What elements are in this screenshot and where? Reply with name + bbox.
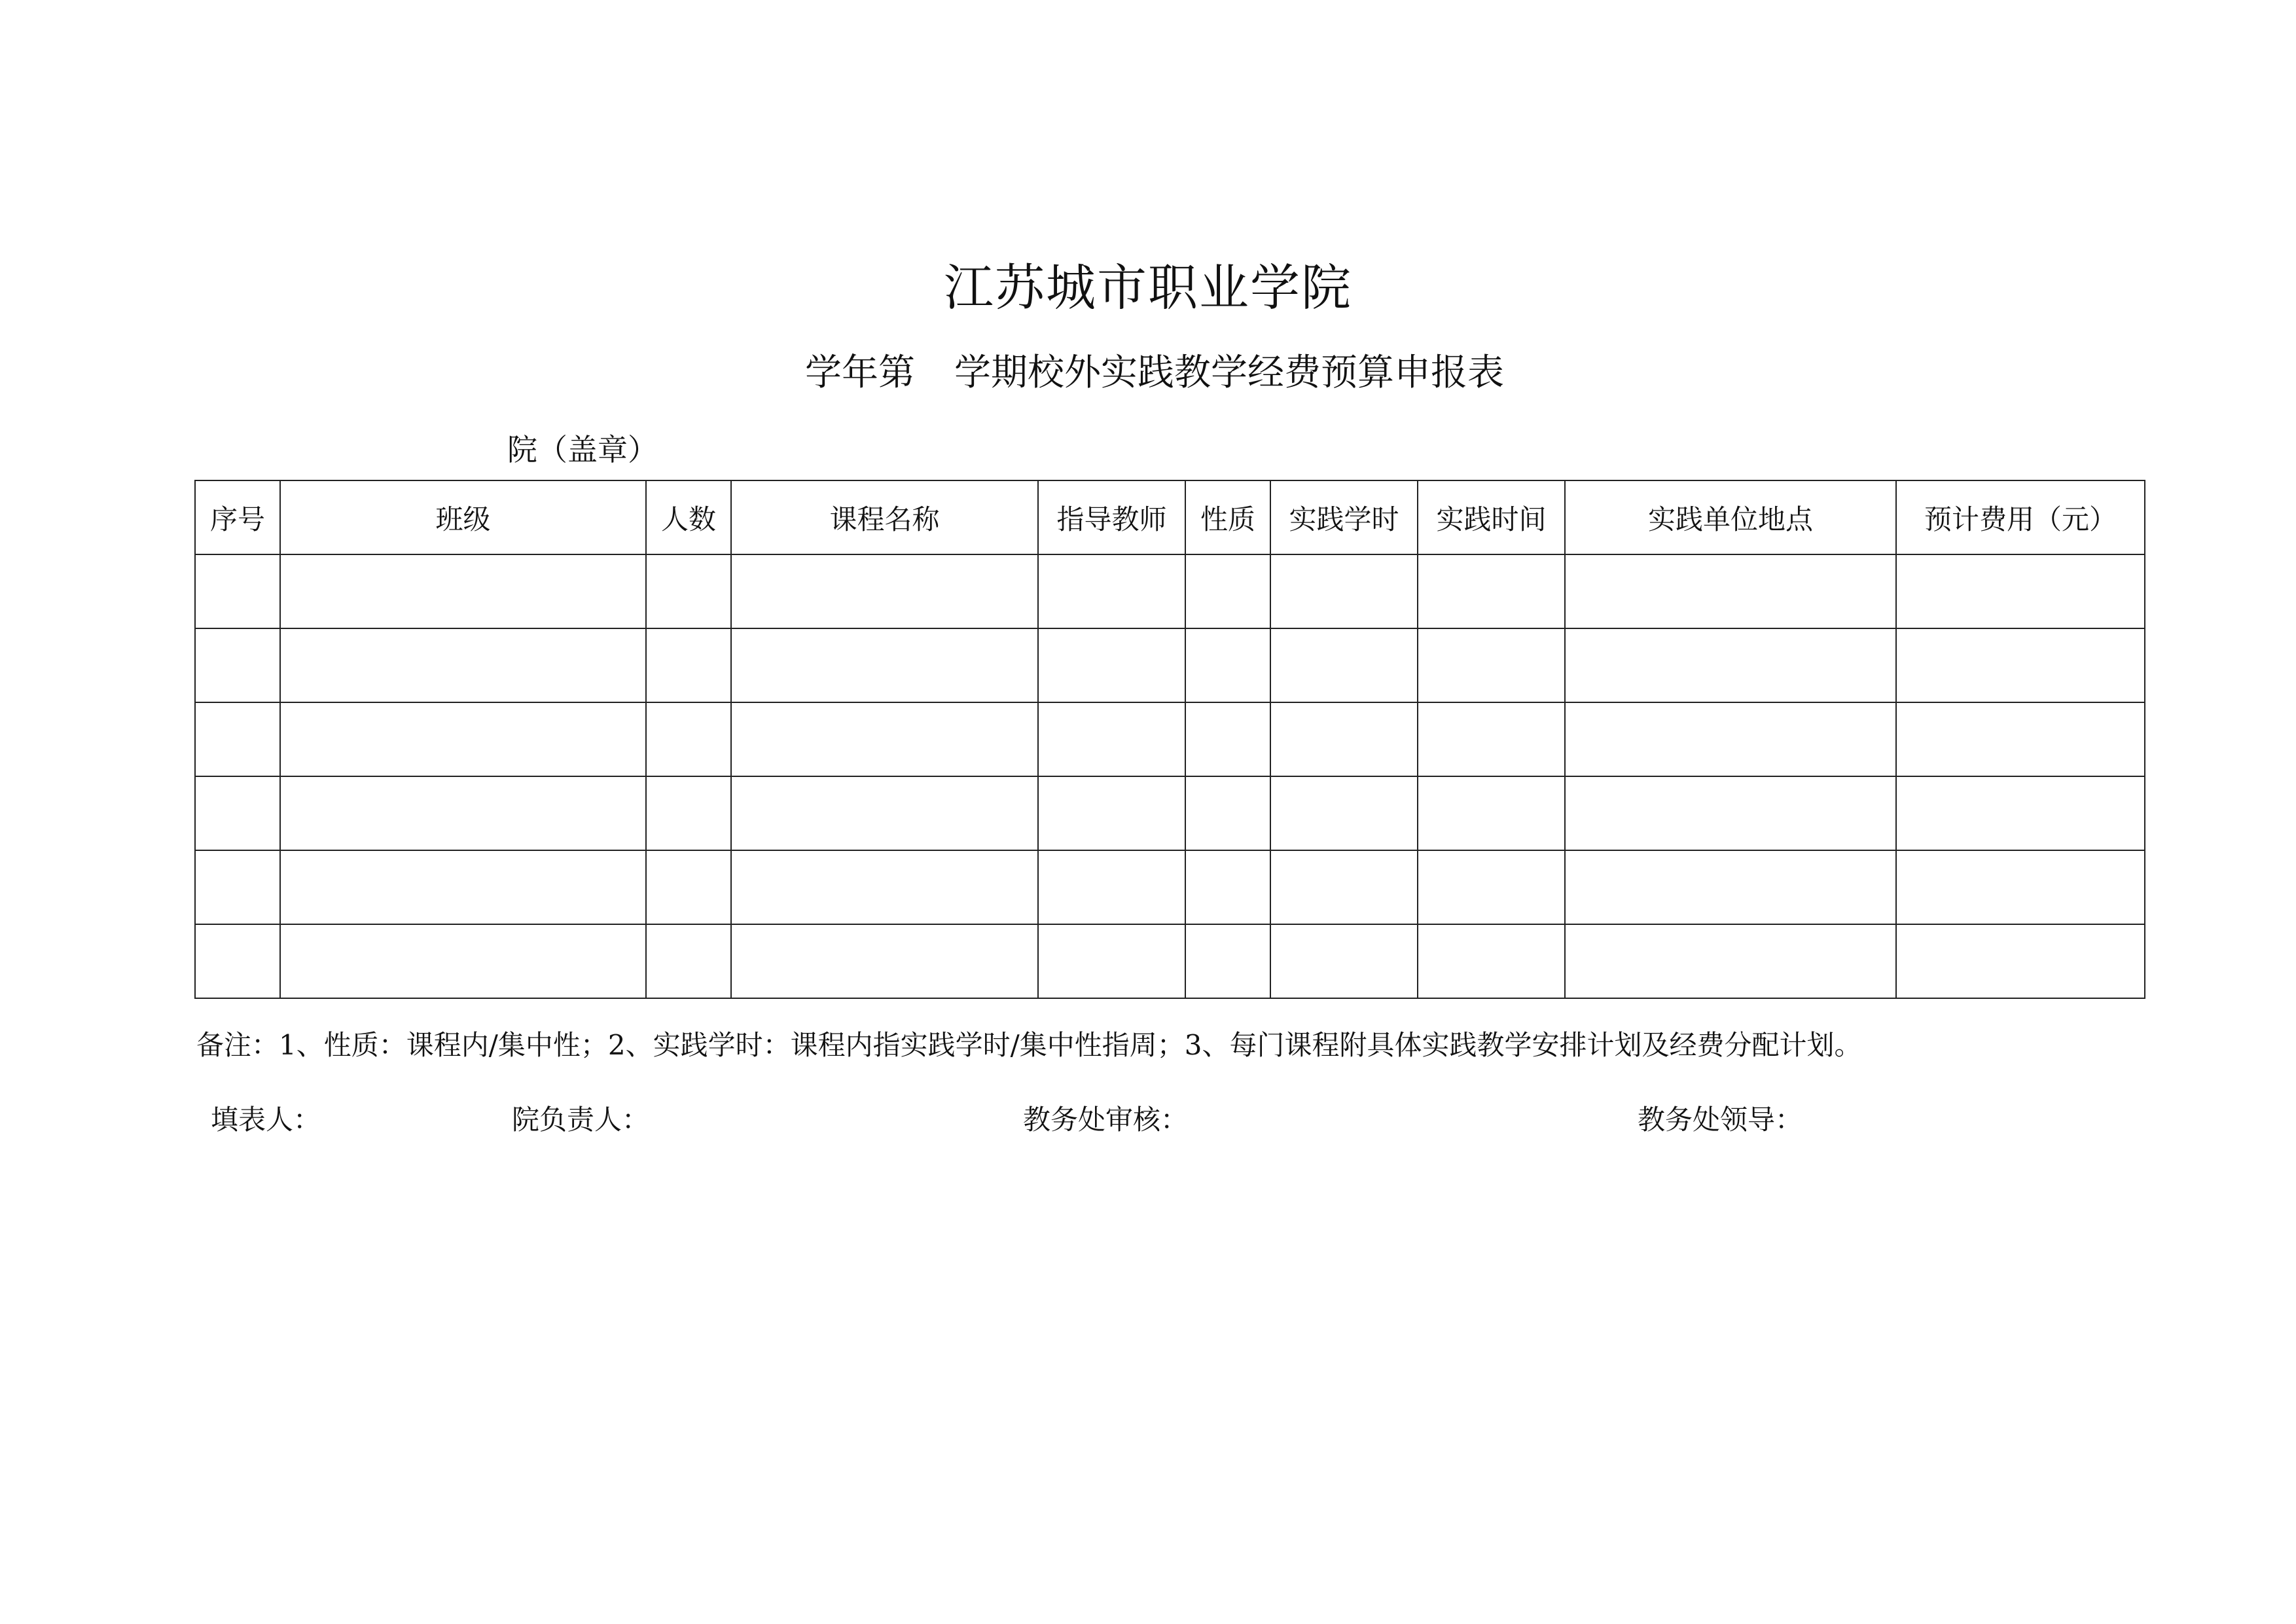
table-cell[interactable] — [731, 628, 1038, 702]
col-header-practice-hours: 实践学时 — [1270, 480, 1418, 554]
table-cell[interactable] — [731, 924, 1038, 998]
signature-filler-label: 填表人： — [211, 1104, 321, 1136]
table-cell[interactable] — [1270, 776, 1418, 850]
table-cell[interactable] — [1185, 776, 1270, 850]
col-header-type: 性质 — [1185, 480, 1270, 554]
table-cell[interactable] — [1896, 628, 2145, 702]
table-cell[interactable] — [1185, 628, 1270, 702]
table-cell[interactable] — [1418, 850, 1565, 924]
table-cell[interactable] — [646, 628, 731, 702]
table-cell[interactable] — [1896, 702, 2145, 776]
table-cell[interactable] — [280, 554, 646, 628]
table-cell[interactable] — [280, 702, 646, 776]
table-cell[interactable] — [1038, 628, 1185, 702]
table-cell[interactable] — [1185, 924, 1270, 998]
table-cell[interactable] — [195, 554, 280, 628]
signature-dept-head-label: 院负责人： — [512, 1104, 650, 1136]
table-cell[interactable] — [646, 850, 731, 924]
table-cell[interactable] — [1418, 702, 1565, 776]
table-cell[interactable] — [731, 702, 1038, 776]
table-cell[interactable] — [1038, 702, 1185, 776]
signature-academic-leader-label: 教务处领导： — [1638, 1104, 1803, 1136]
col-header-seq: 序号 — [195, 480, 280, 554]
col-header-instructor: 指导教师 — [1038, 480, 1185, 554]
col-header-class: 班级 — [280, 480, 646, 554]
table-cell[interactable] — [1270, 924, 1418, 998]
table-cell[interactable] — [1270, 702, 1418, 776]
col-header-practice-time: 实践时间 — [1418, 480, 1565, 554]
col-header-course: 课程名称 — [731, 480, 1038, 554]
table-row — [195, 850, 2145, 924]
table-cell[interactable] — [280, 628, 646, 702]
table-cell[interactable] — [1418, 554, 1565, 628]
table-cell[interactable] — [1270, 850, 1418, 924]
table-cell[interactable] — [1565, 628, 1896, 702]
table-cell[interactable] — [1038, 850, 1185, 924]
table-cell[interactable] — [1896, 850, 2145, 924]
table-cell[interactable] — [731, 850, 1038, 924]
table-cell[interactable] — [646, 554, 731, 628]
table-cell[interactable] — [1185, 554, 1270, 628]
table-cell[interactable] — [1565, 776, 1896, 850]
table-cell[interactable] — [1418, 628, 1565, 702]
table-row — [195, 776, 2145, 850]
table-cell[interactable] — [280, 850, 646, 924]
table-cell[interactable] — [280, 924, 646, 998]
table-cell[interactable] — [1270, 554, 1418, 628]
table-cell[interactable] — [646, 776, 731, 850]
form-subtitle — [805, 347, 1504, 399]
table-cell[interactable] — [195, 850, 280, 924]
table-cell[interactable] — [1038, 924, 1185, 998]
table-cell[interactable] — [1185, 702, 1270, 776]
table-cell[interactable] — [1565, 850, 1896, 924]
table-cell[interactable] — [195, 702, 280, 776]
subtitle-academic-year: 学年第 — [805, 352, 915, 394]
budget-table — [194, 480, 2145, 999]
table-cell[interactable] — [1896, 776, 2145, 850]
subtitle-form-name: 学期校外实践教学经费预算申报表 — [954, 352, 1504, 394]
table-cell[interactable] — [731, 776, 1038, 850]
table-cell[interactable] — [1418, 924, 1565, 998]
table-cell[interactable] — [646, 702, 731, 776]
table-row — [195, 628, 2145, 702]
table-cell[interactable] — [731, 554, 1038, 628]
table-cell[interactable] — [1270, 628, 1418, 702]
table-header-row — [195, 480, 2145, 554]
table-cell[interactable] — [280, 776, 646, 850]
table-cell[interactable] — [1565, 702, 1896, 776]
table-cell[interactable] — [646, 924, 731, 998]
table-cell[interactable] — [1038, 776, 1185, 850]
table-row — [195, 554, 2145, 628]
table-cell[interactable] — [195, 776, 280, 850]
table-cell[interactable] — [1896, 924, 2145, 998]
table-cell[interactable] — [1418, 776, 1565, 850]
table-cell[interactable] — [1565, 554, 1896, 628]
table-cell[interactable] — [195, 628, 280, 702]
table-row — [195, 702, 2145, 776]
table-cell[interactable] — [1896, 554, 2145, 628]
col-header-headcount: 人数 — [646, 480, 731, 554]
col-header-estimated-cost: 预计费用（元） — [1896, 480, 2145, 554]
col-header-practice-location: 实践单位地点 — [1565, 480, 1896, 554]
remarks-note: 备注：1、性质：课程内/集中性；2、实践学时：课程内指实践学时/集中性指周；3、每门课程附具体实践教学安排计划及经费分配计划。 — [196, 1029, 1862, 1061]
table-cell[interactable] — [1038, 554, 1185, 628]
table-cell[interactable] — [1185, 850, 1270, 924]
table-cell[interactable] — [1565, 924, 1896, 998]
institution-title: 江苏城市职业学院 — [944, 259, 1352, 317]
table-cell[interactable] — [195, 924, 280, 998]
signature-academic-review-label: 教务处审核： — [1023, 1104, 1189, 1136]
table-row — [195, 924, 2145, 998]
department-stamp-label: 院（盖章） — [507, 432, 658, 467]
